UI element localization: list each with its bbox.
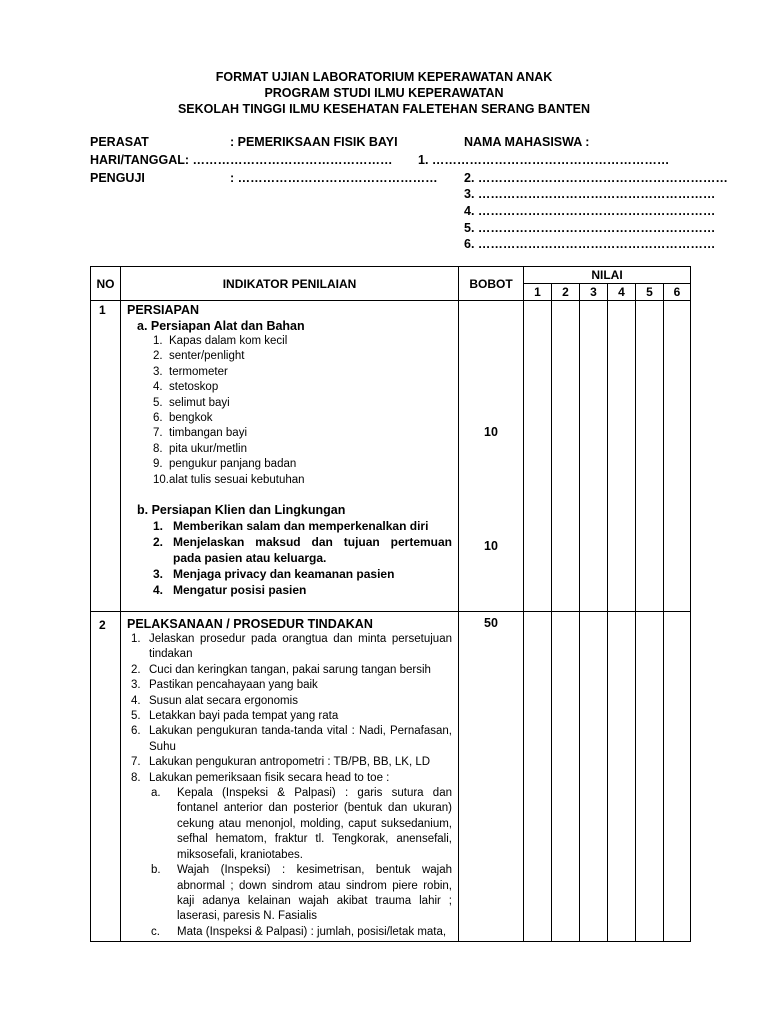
list-item [153,426,452,441]
item-number: 4. [131,694,141,707]
nilai-input-5[interactable] [636,612,664,942]
hari-tanggal-field: HARI/TANGGAL: ………………………………………… [90,153,393,167]
header-nilai: NILAI [524,267,691,284]
item-text: Cuci dan keringkan tangan, pakai sarung tangan bersih [149,663,431,676]
item-number: 6. [153,412,163,425]
list-item [153,566,452,582]
list-item [153,396,452,411]
indikator-cell [121,301,459,612]
header-indikator: INDIKATOR PENILAIAN [121,267,459,301]
item-number: 4. [153,381,163,394]
item-number: 6. [131,725,141,738]
section-title: PELAKSANAAN / PROSEDUR TINDAKAN [127,617,373,631]
item-number: 10. [153,473,169,486]
item-number: c. [151,925,160,938]
item-text: selimut bayi [169,396,230,409]
item-text: Susun alat secara ergonomis [149,694,298,707]
item-text: stetoskop [169,381,219,394]
item-text: termometer [169,365,228,378]
list-item [153,457,452,472]
item-text: Wajah (Inspeksi) : kesimetrisan, bentuk wajah abnormal ; down sindrom atau sindrom piere robin, kaji adanya kelainan wajah akibat trauma lahir ; laserasi, paresis N. Fasialis [177,864,452,923]
list-item [145,786,452,863]
list-item [131,663,452,678]
list-item [131,632,452,663]
doc-title-line-3: SEKOLAH TINGGI ILMU KESEHATAN FALETEHAN SERANG BANTEN [177,102,591,116]
list-item [153,334,452,349]
list-item [153,473,452,488]
item-number: 3. [131,679,141,692]
penguji-label: PENGUJI [90,171,145,185]
row-number: 2 [91,612,121,942]
item-number: 4. [153,583,164,598]
item-number: 3. [153,365,163,378]
item-number: 2. [153,535,164,550]
doc-title-line-2: PROGRAM STUDI ILMU KEPERAWATAN [264,86,504,100]
item-number: 5. [131,710,141,723]
header-bobot: BOBOT [459,267,524,301]
list-item [131,694,452,709]
nama-mahasiswa-label: NAMA MAHASISWA : [464,135,590,149]
nilai-col-4: 4 [608,284,636,301]
item-number: 3. [153,567,164,582]
list-item [131,724,452,755]
subsection-a-title: a. Persiapan Alat dan Bahan [137,319,305,333]
item-text: Pastikan pencahayaan yang baik [149,679,318,692]
list-item [153,518,452,534]
item-number: 1. [153,519,164,534]
list-item [153,380,452,395]
bobot-cell: 50 [459,612,524,942]
head-to-toe-list [127,786,452,940]
item-text: Jelaskan prosedur pada orangtua dan minta persetujuan tindakan [149,633,452,661]
nilai-col-5: 5 [636,284,664,301]
item-text: bengkok [169,412,213,425]
list-item [131,771,452,786]
item-number: 8. [131,771,141,784]
header-no: NO [91,267,121,301]
list-item [131,755,452,770]
item-text: alat tulis sesuai kebutuhan [169,473,305,486]
item-number: 7. [153,427,163,440]
item-number: 7. [131,756,141,769]
item-number: a. [151,787,161,800]
perasat-label: PERASAT [90,135,149,149]
list-item [153,582,452,598]
nilai-input-4[interactable] [608,612,636,942]
penguji-value: : ………………………………………… [230,171,438,185]
list-item [153,534,452,566]
nilai-col-1: 1 [524,284,552,301]
item-number: 9. [153,458,163,471]
item-text: Menjaga privacy dan keamanan pasien [173,567,395,582]
list-item [145,863,452,925]
mahasiswa-line-2: 2. …………………………………………………… [464,171,728,185]
nilai-input-5[interactable] [636,301,664,612]
nilai-input-2[interactable] [552,612,580,942]
item-text: Lakukan pengukuran antropometri : TB/PB, BB, LK, LD [149,756,431,769]
list-item [131,709,452,724]
nilai-col-2: 2 [552,284,580,301]
item-text: Lakukan pengukuran tanda-tanda vital : Nadi, Pernafasan, Suhu [149,725,452,753]
list-item [145,925,452,940]
list-item [153,365,452,380]
client-prep-list [127,518,452,598]
nilai-input-3[interactable] [580,612,608,942]
nilai-input-2[interactable] [552,301,580,612]
item-number: 8. [153,442,163,455]
nilai-col-3: 3 [580,284,608,301]
item-text: Lakukan pemeriksaan fisik secara head to toe : [149,771,390,784]
item-text: Mengatur posisi pasien [173,583,307,598]
item-text: pita ukur/metlin [169,442,247,455]
item-text: senter/penlight [169,350,245,363]
item-number: 2. [131,663,141,676]
item-number: b. [151,864,161,877]
item-text: Kapas dalam kom kecil [169,335,288,347]
nilai-input-6[interactable] [664,612,691,942]
mahasiswa-line-5: 5. ………………………………………………… [464,221,716,235]
indikator-cell [121,612,459,942]
row-number: 1 [91,301,121,612]
mahasiswa-line-1: 1. ………………………………………………… [418,153,670,167]
item-number: 1. [131,633,141,645]
nilai-input-6[interactable] [664,301,691,612]
item-text: Mata (Inspeksi & Palpasi) : jumlah, posisi/letak mata, [177,925,447,938]
item-number: 5. [153,396,163,409]
nilai-input-1[interactable] [524,301,552,612]
nilai-col-6: 6 [664,284,691,301]
mahasiswa-line-6: 6. ………………………………………………… [464,237,716,251]
perasat-value: : PEMERIKSAAN FISIK BAYI [230,135,398,149]
mahasiswa-line-3: 3. ………………………………………………… [464,187,716,201]
list-item [153,442,452,457]
bobot-a-value: 10 [484,425,498,439]
nilai-input-1[interactable] [524,612,552,942]
list-item [153,349,452,364]
tools-list [127,334,452,488]
nilai-input-3[interactable] [580,301,608,612]
table-row [91,612,691,942]
item-number: 2. [153,350,163,363]
doc-title-line-1: FORMAT UJIAN LABORATORIUM KEPERAWATAN ANAK [215,70,553,84]
procedure-list [127,632,452,786]
list-item [153,411,452,426]
item-text: Kepala (Inspeksi & Palpasi) : garis sutura dan fontanel anterior dan posterior (bentuk dan ukuran) cekung atau menonjol, molding, caput suksedanium, sefhal hematom, fraktur tl. Tengkorak, anensefali, miksosefali, kraniotabes. [177,787,452,861]
mahasiswa-line-4: 4. ………………………………………………… [464,204,716,218]
item-text: Memberikan salam dan memperkenalkan diri [173,519,429,534]
item-number: 1. [153,335,163,347]
item-text: Letakkan bayi pada tempat yang rata [149,710,339,723]
bobot-b-value: 10 [484,539,498,553]
nilai-input-4[interactable] [608,301,636,612]
subsection-b-title: b. Persiapan Klien dan Lingkungan [137,503,346,518]
section-title: PERSIAPAN [127,303,200,317]
table-row [91,301,691,612]
list-item [131,678,452,693]
item-text: timbangan bayi [169,427,247,440]
bobot-cell [459,301,524,612]
item-text: Menjelaskan maksud dan tujuan pertemuan pada pasien atau keluarga. [173,535,452,566]
assessment-table [90,266,691,942]
item-text: pengukur panjang badan [169,458,297,471]
